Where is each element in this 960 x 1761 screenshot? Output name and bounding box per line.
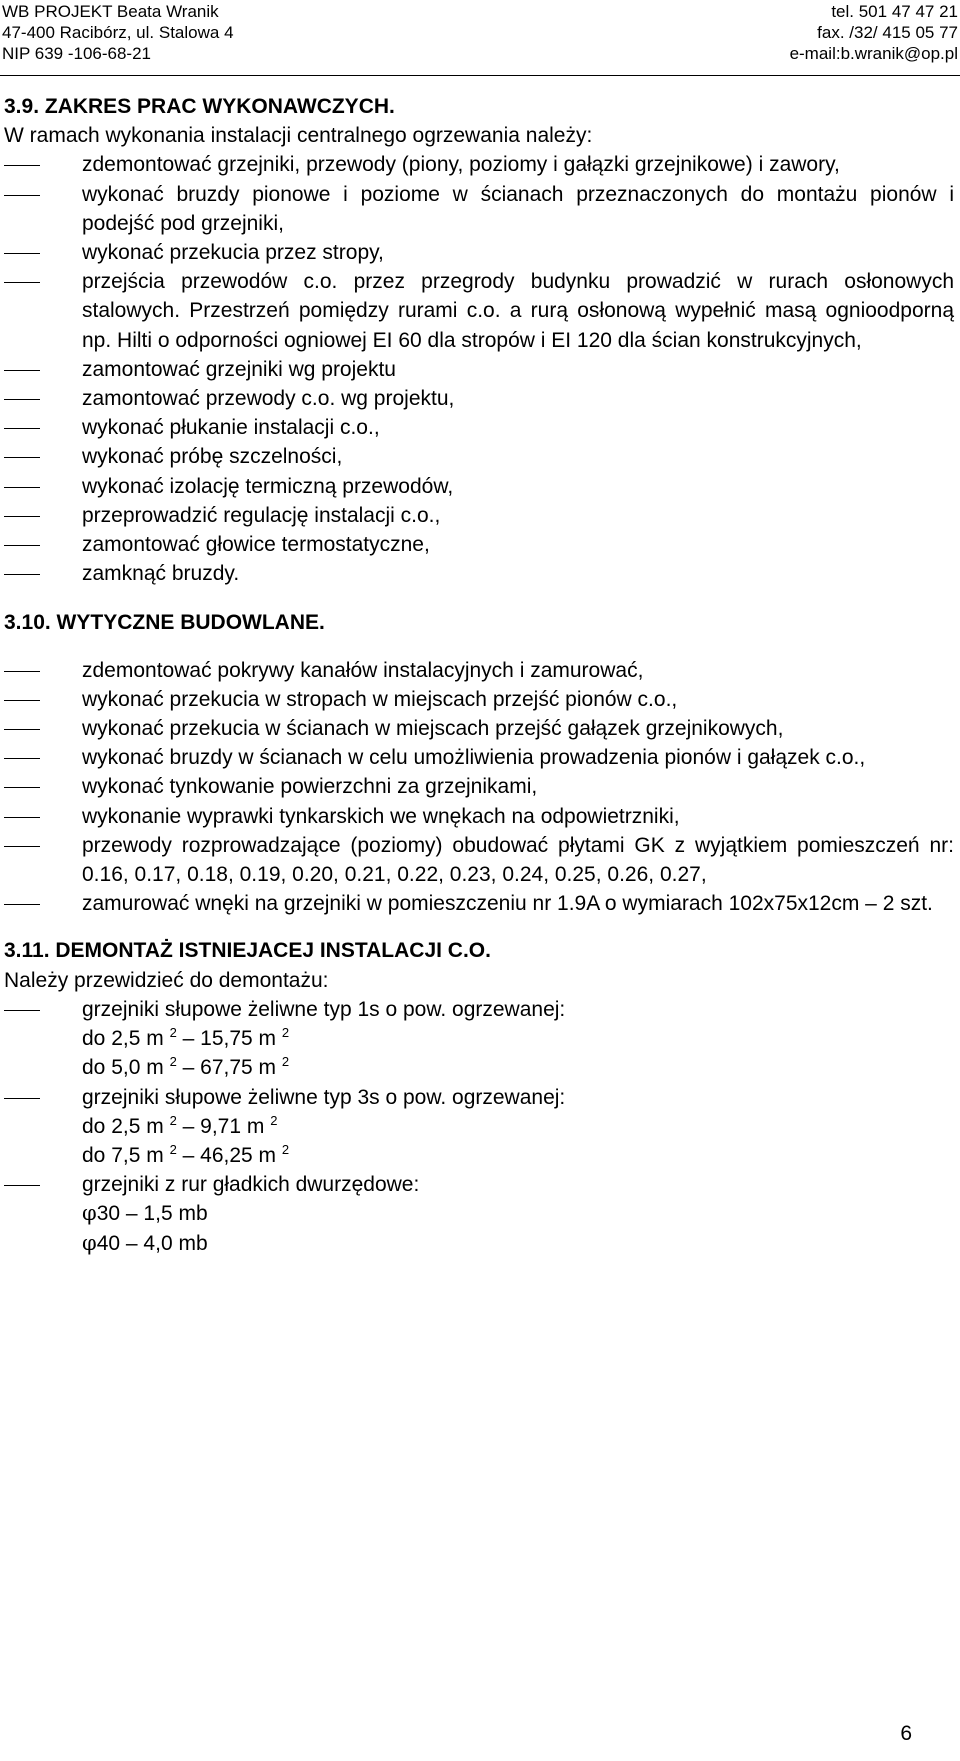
list-item: wykonanie wyprawki tynkarskich we wnękach na odpowietrzniki, [4,802,954,831]
section-heading-3-10: 3.10. WYTYCZNE BUDOWLANE. [4,611,325,635]
scope-of-work-list [4,150,954,588]
list-item: wykonać tynkowanie powierzchni za grzejnikami, [4,772,954,801]
list-item [4,995,954,1024]
section-heading-3-9: 3.9. ZAKRES PRAC WYKONAWCZYCH. [4,95,395,118]
page-header [0,0,960,76]
list-item: zdemontować pokrywy kanałów instalacyjnych i zamurować, [4,656,954,685]
contact-fax: fax. /32/ 415 05 77 [817,23,958,42]
list-item: zamontować głowice termostatyczne, [4,530,954,559]
document-body [4,92,954,1258]
list-item: przeprowadzić regulację instalacji c.o., [4,501,954,530]
company-name: WB PROJEKT Beata Wranik [2,2,219,21]
header-divider [0,75,960,76]
list-item-text: grzejniki słupowe żeliwne typ 1s o pow. ogrzewanej: [82,997,566,1021]
list-item: wykonać przekucia w stropach w miejscach przejść pionów c.o., [4,685,954,714]
radiator-area-line: do 2,5 m $^2$ – 9,71 m $^2$ [82,1112,278,1138]
list-item: zamontować przewody c.o. wg projektu, [4,384,954,413]
list-item: wykonać przekucia przez stropy, [4,238,954,267]
list-item: wykonać przekucia w ścianach w miejscach przejść gałązek grzejnikowych, [4,714,954,743]
list-item: przejścia przewodów c.o. przez przegrody budynku prowadzić w rurach osłonowych stalowych. Przestrzeń pomiędzy rurami c.o. a rurą osłonową wypełnić masą ognioodporną np. Hilti o odporności ogniowej EI 60 dla stropów i EI 120 dla ścian konstrukcyjnych, [4,267,954,355]
section-intro: Należy przewidzieć do demontażu: [4,968,329,992]
list-item: zamknąć bruzdy. [4,559,954,588]
radiator-area-line: do 2,5 m $^2$ – 15,75 m $^2$ [82,1025,290,1051]
company-nip: NIP 639 -106-68-21 [2,44,152,63]
list-item-text: grzejniki słupowe żeliwne typ 3s o pow. ogrzewanej: [82,1085,566,1109]
list-item: przewody rozprowadzające (poziomy) obudować płytami GK z wyjątkiem pomieszczeń nr: 0.16, 0.17, 0.18, 0.19, 0.20, 0.21, 0.22, 0.23, 0.24, 0.25, 0.26, 0.27, [4,831,954,889]
company-address: 47-400 Racibórz, ul. Stalowa 4 [2,23,234,42]
diameter-icon: φ [82,1201,97,1226]
demolition-list [4,995,954,1024]
list-item: wykonać izolację termiczną przewodów, [4,472,954,501]
demolition-list [4,1083,954,1112]
list-item: zamurować wnęki na grzejniki w pomieszczeniu nr 1.9A o wymiarach 102x75x12cm – 2 szt. [4,889,954,918]
pipe-length-line: φ30 – 1,5 mb [82,1201,208,1226]
list-item: zamontować grzejniki wg projektu [4,355,954,384]
demolition-list [4,1170,954,1199]
section-intro: W ramach wykonania instalacji centralnego ogrzewania należy: [4,124,593,148]
header-company-block [2,1,234,64]
contact-phone: tel. 501 47 47 21 [831,2,958,21]
contact-email: e-mail:b.wranik@op.pl [789,44,958,63]
list-item-text: grzejniki z rur gładkich dwurzędowe: [82,1173,420,1197]
list-item: wykonać próbę szczelności, [4,442,954,471]
list-item [4,1170,954,1199]
diameter-icon: φ [82,1230,97,1255]
radiator-area-line: do 7,5 m $^2$ – 46,25 m $^2$ [82,1141,290,1167]
list-item: zdemontować grzejniki, przewody (piony, poziomy i gałązki grzejnikowe) i zawory, [4,150,954,179]
header-contact-block [790,1,958,64]
section-heading-3-11: 3.11. DEMONTAŻ ISTNIEJACEJ INSTALACJI C.O. [4,939,491,963]
list-item: wykonać bruzdy w ścianach w celu umożliwienia prowadzenia pionów i gałązek c.o., [4,743,954,772]
pipe-length-line: φ40 – 4,0 mb [82,1230,208,1255]
page-number: 6 [900,1722,912,1745]
building-guidelines-list [4,656,954,919]
list-item: wykonać płukanie instalacji c.o., [4,413,954,442]
radiator-area-line: do 5,0 m $^2$ – 67,75 m $^2$ [82,1054,290,1080]
list-item [4,1083,954,1112]
list-item: wykonać bruzdy pionowe i poziome w ścianach przeznaczonych do montażu pionów i podejść pod grzejniki, [4,180,954,238]
